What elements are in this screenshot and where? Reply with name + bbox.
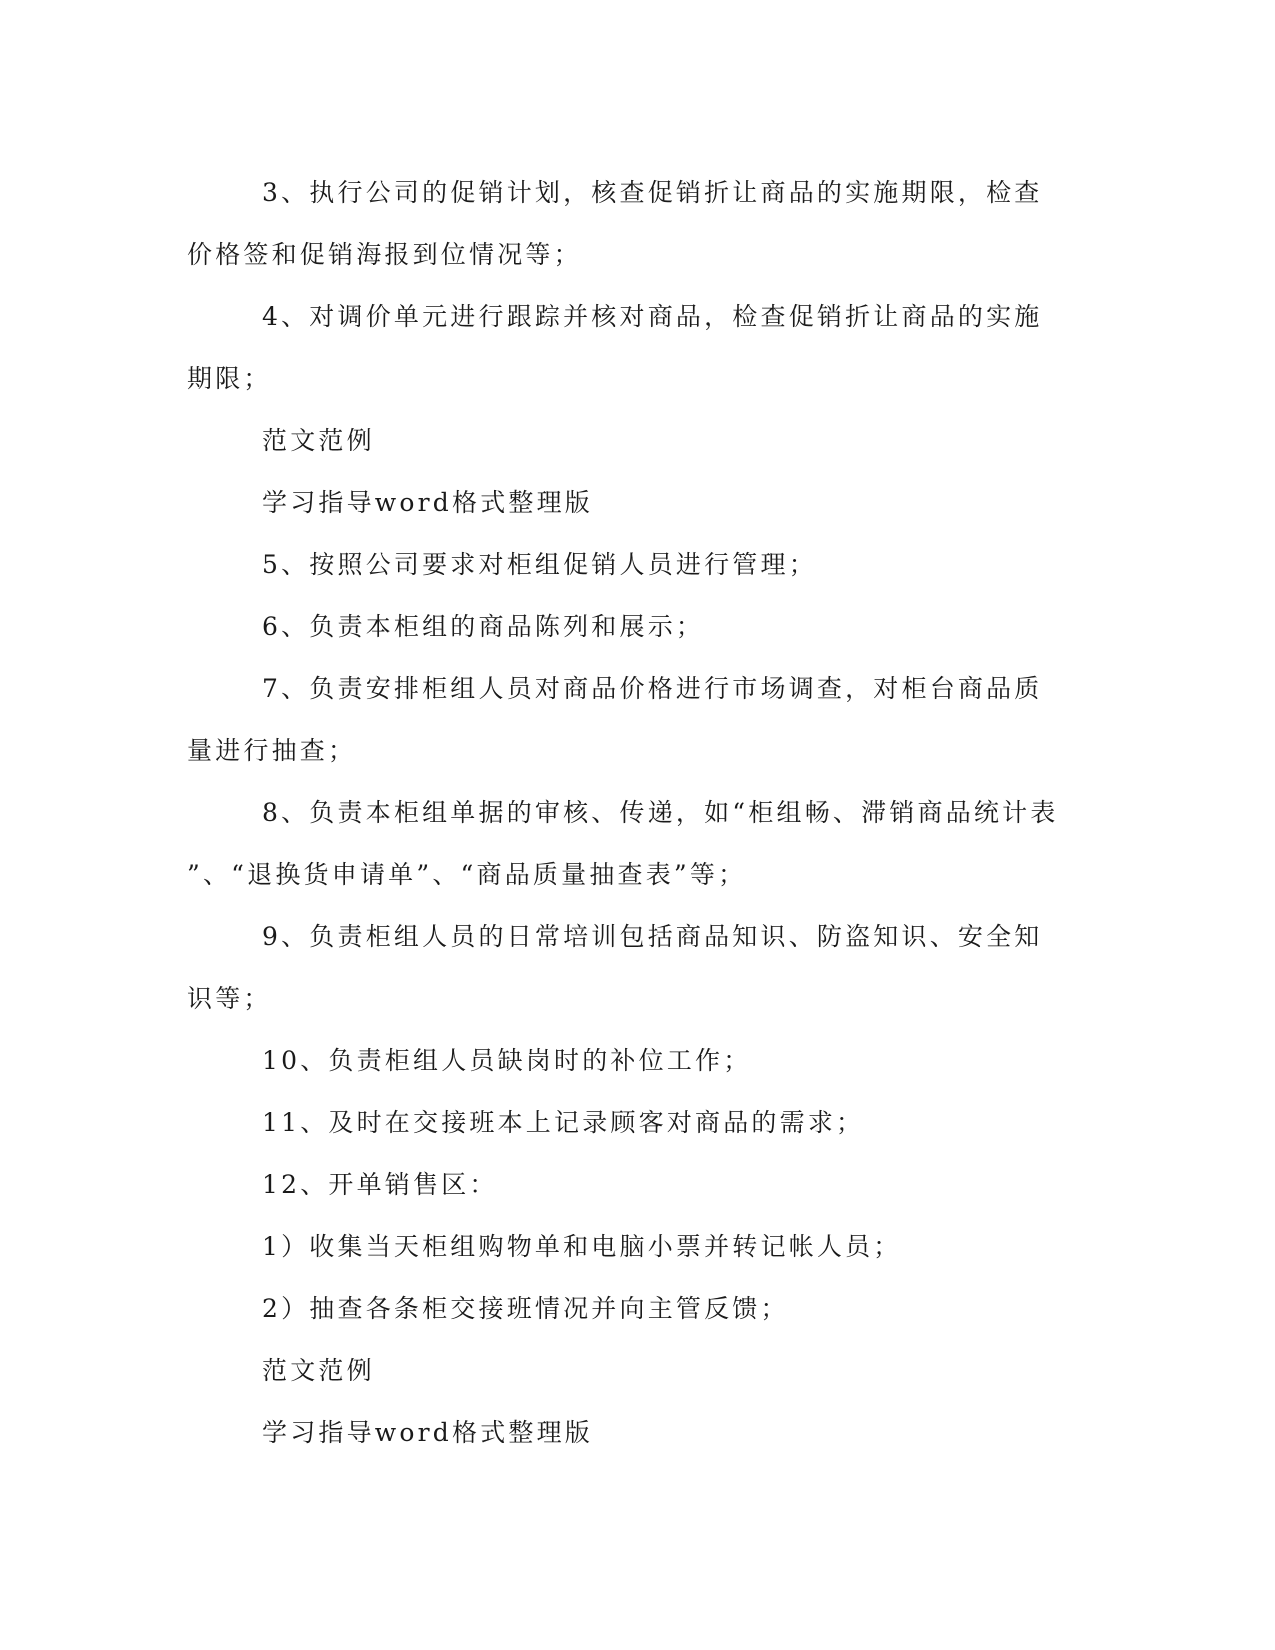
paragraph-item-8-line-2: ”、“退换货申请单”、“商品质量抽查表”等；: [187, 860, 747, 889]
paragraph-item-5: 5、按照公司要求对柜组促销人员进行管理；: [262, 550, 817, 579]
paragraph-item-6: 6、负责本柜组的商品陈列和展示；: [262, 612, 705, 641]
paragraph-subitem-2: 2）抽查各条柜交接班情况并向主管反馈；: [262, 1294, 789, 1323]
paragraph-item-4: 4、对调价单元进行跟踪并核对商品，检查促销折让商品的实施期限；: [187, 302, 1043, 393]
paragraph-subitem-1: 1）收集当天柜组购物单和电脑小票并转记帐人员；: [262, 1232, 902, 1261]
paragraph-item-3: 3、执行公司的促销计划，核查促销折让商品的实施期限，检查价格签和促销海报到位情况等；: [187, 178, 1043, 269]
paragraph-item-11: 11、及时在交接班本上记录顾客对商品的需求；: [262, 1108, 865, 1137]
paragraph-item-9: 9、负责柜组人员的日常培训包括商品知识、防盗知识、安全知识等；: [187, 922, 1043, 1013]
study-guide-label: 学习指导word格式整理版: [262, 1418, 594, 1447]
example-label: 范文范例: [262, 426, 375, 455]
paragraph-item-10: 10、负责柜组人员缺岗时的补位工作；: [262, 1046, 752, 1075]
study-guide-label: 学习指导word格式整理版: [262, 488, 594, 517]
document-body: [187, 162, 1067, 1464]
paragraph-item-8-line-1: 8、负责本柜组单据的审核、传递，如“柜组畅、滞销商品统计表: [262, 798, 1059, 827]
paragraph-item-12: 12、开单销售区：: [262, 1170, 498, 1199]
paragraph-item-7: 7、负责安排柜组人员对商品价格进行市场调查，对柜台商品质量进行抽查；: [187, 674, 1043, 765]
example-label: 范文范例: [262, 1356, 375, 1385]
